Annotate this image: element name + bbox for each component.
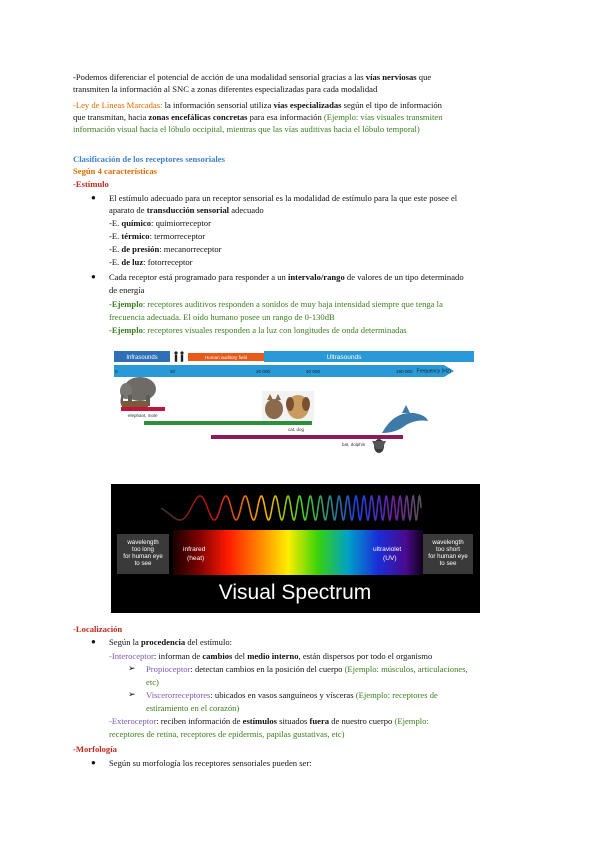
tick-label: 40 000: [306, 369, 321, 374]
spectrum-title: Visual Spectrum: [218, 581, 372, 604]
cat-dog-icon: [262, 391, 314, 421]
infrared-label: infrared: [183, 546, 206, 553]
ultraviolet-label: (UV): [383, 555, 397, 562]
example-line: -Ejemplo: receptores visuales responden a la luz con longitudes de onda determinadas: [109, 325, 407, 335]
propioceptor-line: etc): [146, 677, 159, 687]
long-box-text: wavelength: [127, 539, 159, 546]
list-item: -E. térmico: termorreceptor: [109, 231, 206, 241]
bullet-text: aparato de transducción sensorial adecuado: [109, 205, 264, 215]
elephant-label: elephant, mole: [128, 413, 158, 418]
visual-spectrum-figure: [111, 484, 480, 613]
exteroceptor-line: receptores de retina, receptores de epidermis, papilas gustativas, etc): [109, 729, 345, 739]
bullet-icon: ●: [91, 637, 96, 646]
spectrum-svg: [111, 484, 480, 613]
paragraph-lineas-marcadas: -Ley de Líneas Marcadas: la información sensorial utiliza vías especializadas según el tipo de información: [73, 100, 442, 110]
ultraviolet-label: ultraviolet: [373, 546, 402, 553]
viscerorreceptor-line: Viscerorreceptores: ubicados en vasos sanguíneos y vísceras (Ejemplo: receptores de: [146, 690, 438, 700]
dolphin-icon: [382, 405, 428, 433]
cat-dog-range-bar: [144, 421, 312, 425]
ultrasounds-band: [264, 351, 474, 362]
paragraph-vias-nerviosas: -Podemos diferenciar el potencial de acción de una modalidad sensorial gracias a las vías nerviosas que: [73, 72, 432, 82]
heading-morfologia: -Morfología: [73, 744, 117, 754]
bullet-text: El estímulo adecuado para un receptor sensorial es la modalidad de estímulo para la que este posee el: [109, 193, 458, 203]
bullet-icon: ●: [91, 758, 96, 767]
interoceptor-line: -Interoceptor: informan de cambios del medio interno, están dispersos por todo el organismo: [109, 651, 433, 661]
elephant-range-bar: [121, 407, 165, 411]
exteroceptor-line: -Exteroceptor: reciben información de estímulos situados fuera de nuestro cuerpo (Ejemplo:: [109, 716, 429, 726]
tick-label: 20 000: [256, 369, 271, 374]
bullet-text: Cada receptor está programado para responder a un intervalo/rango de valores de un tipo determinado: [109, 272, 464, 282]
human-silhouette-icon: [174, 351, 183, 361]
list-item: -E. químico: quimiorreceptor: [109, 218, 211, 228]
sound-figure-svg: [114, 349, 474, 454]
paragraph-line: información visual hacia el lóbulo occipital, mientras que las vías auditivas hacia el lóbulo temporal): [73, 124, 420, 134]
short-box-text: too short: [435, 546, 461, 553]
heading-localizacion: -Localización: [73, 624, 123, 634]
short-box-text: to see: [439, 560, 457, 567]
short-box-text: wavelength: [432, 539, 464, 546]
long-box-text: for human eye: [123, 553, 163, 560]
propioceptor-line: Propioceptor: detectan cambios en la posición del cuerpo (Ejemplo: músculos, articulaciones,: [146, 664, 468, 674]
frequency-axis-label: Frequency (Hz): [416, 368, 451, 375]
sound-frequency-figure: [114, 349, 474, 454]
bullet-text: Según su morfología los receptores sensoriales pueden ser:: [109, 758, 312, 768]
bullet-icon: ●: [91, 272, 96, 281]
arrow-bullet-icon: ➢: [128, 663, 136, 673]
bullet-text: de energía: [109, 285, 145, 295]
infrared-label: (heat): [187, 555, 205, 562]
bat-icon: [372, 439, 386, 453]
paragraph-line: que transmitan, hacia zonas encefálicas concretas para esa información (Ejemplo: vías visuales transmiten: [73, 112, 443, 122]
viscerorreceptor-line: estiramiento en el corazón): [146, 703, 240, 713]
bullet-icon: ●: [91, 193, 96, 202]
example-line: frecuencia adecuada. El oído humano posee un rango de 0-130dB: [109, 312, 335, 322]
bullet-text: Según la procedencia del estímulo:: [109, 637, 233, 647]
list-item: -E. de presión: mecanorreceptor: [109, 244, 222, 254]
infrasounds-label: Infrasounds: [126, 355, 158, 361]
tick-label: 20: [170, 369, 176, 374]
paragraph-line: transmiten la información al SNC a zonas diferentes especializadas para cada modalidad: [73, 84, 378, 94]
ultrasounds-label: Ultrasounds: [326, 354, 362, 361]
arrow-bullet-icon: ➢: [128, 689, 136, 699]
tick-label: 0: [115, 369, 118, 374]
tick-label: 160 000: [396, 369, 413, 374]
section-title: Clasificación de los receptores sensoriales: [73, 154, 225, 164]
list-item: -E. de luz: fotorreceptor: [109, 257, 193, 267]
section-subtitle: Según 4 características: [73, 166, 158, 176]
long-box-text: to see: [134, 560, 152, 567]
bat-dolphin-label: bat, dolphin: [342, 442, 366, 447]
example-line: -Ejemplo: receptores auditivos responden a sonidos de muy baja intensidad siempre que tenga la: [109, 299, 443, 309]
short-box-text: for human eye: [428, 553, 468, 560]
bat-dolphin-range-bar: [211, 435, 403, 439]
mole-icon: [122, 401, 148, 407]
heading-estimulo: -Estímulo: [73, 179, 109, 189]
long-box-text: too long: [131, 546, 155, 553]
cat-dog-label: cat, dog: [288, 427, 305, 432]
human-field-label: Human auditory field: [204, 355, 248, 360]
